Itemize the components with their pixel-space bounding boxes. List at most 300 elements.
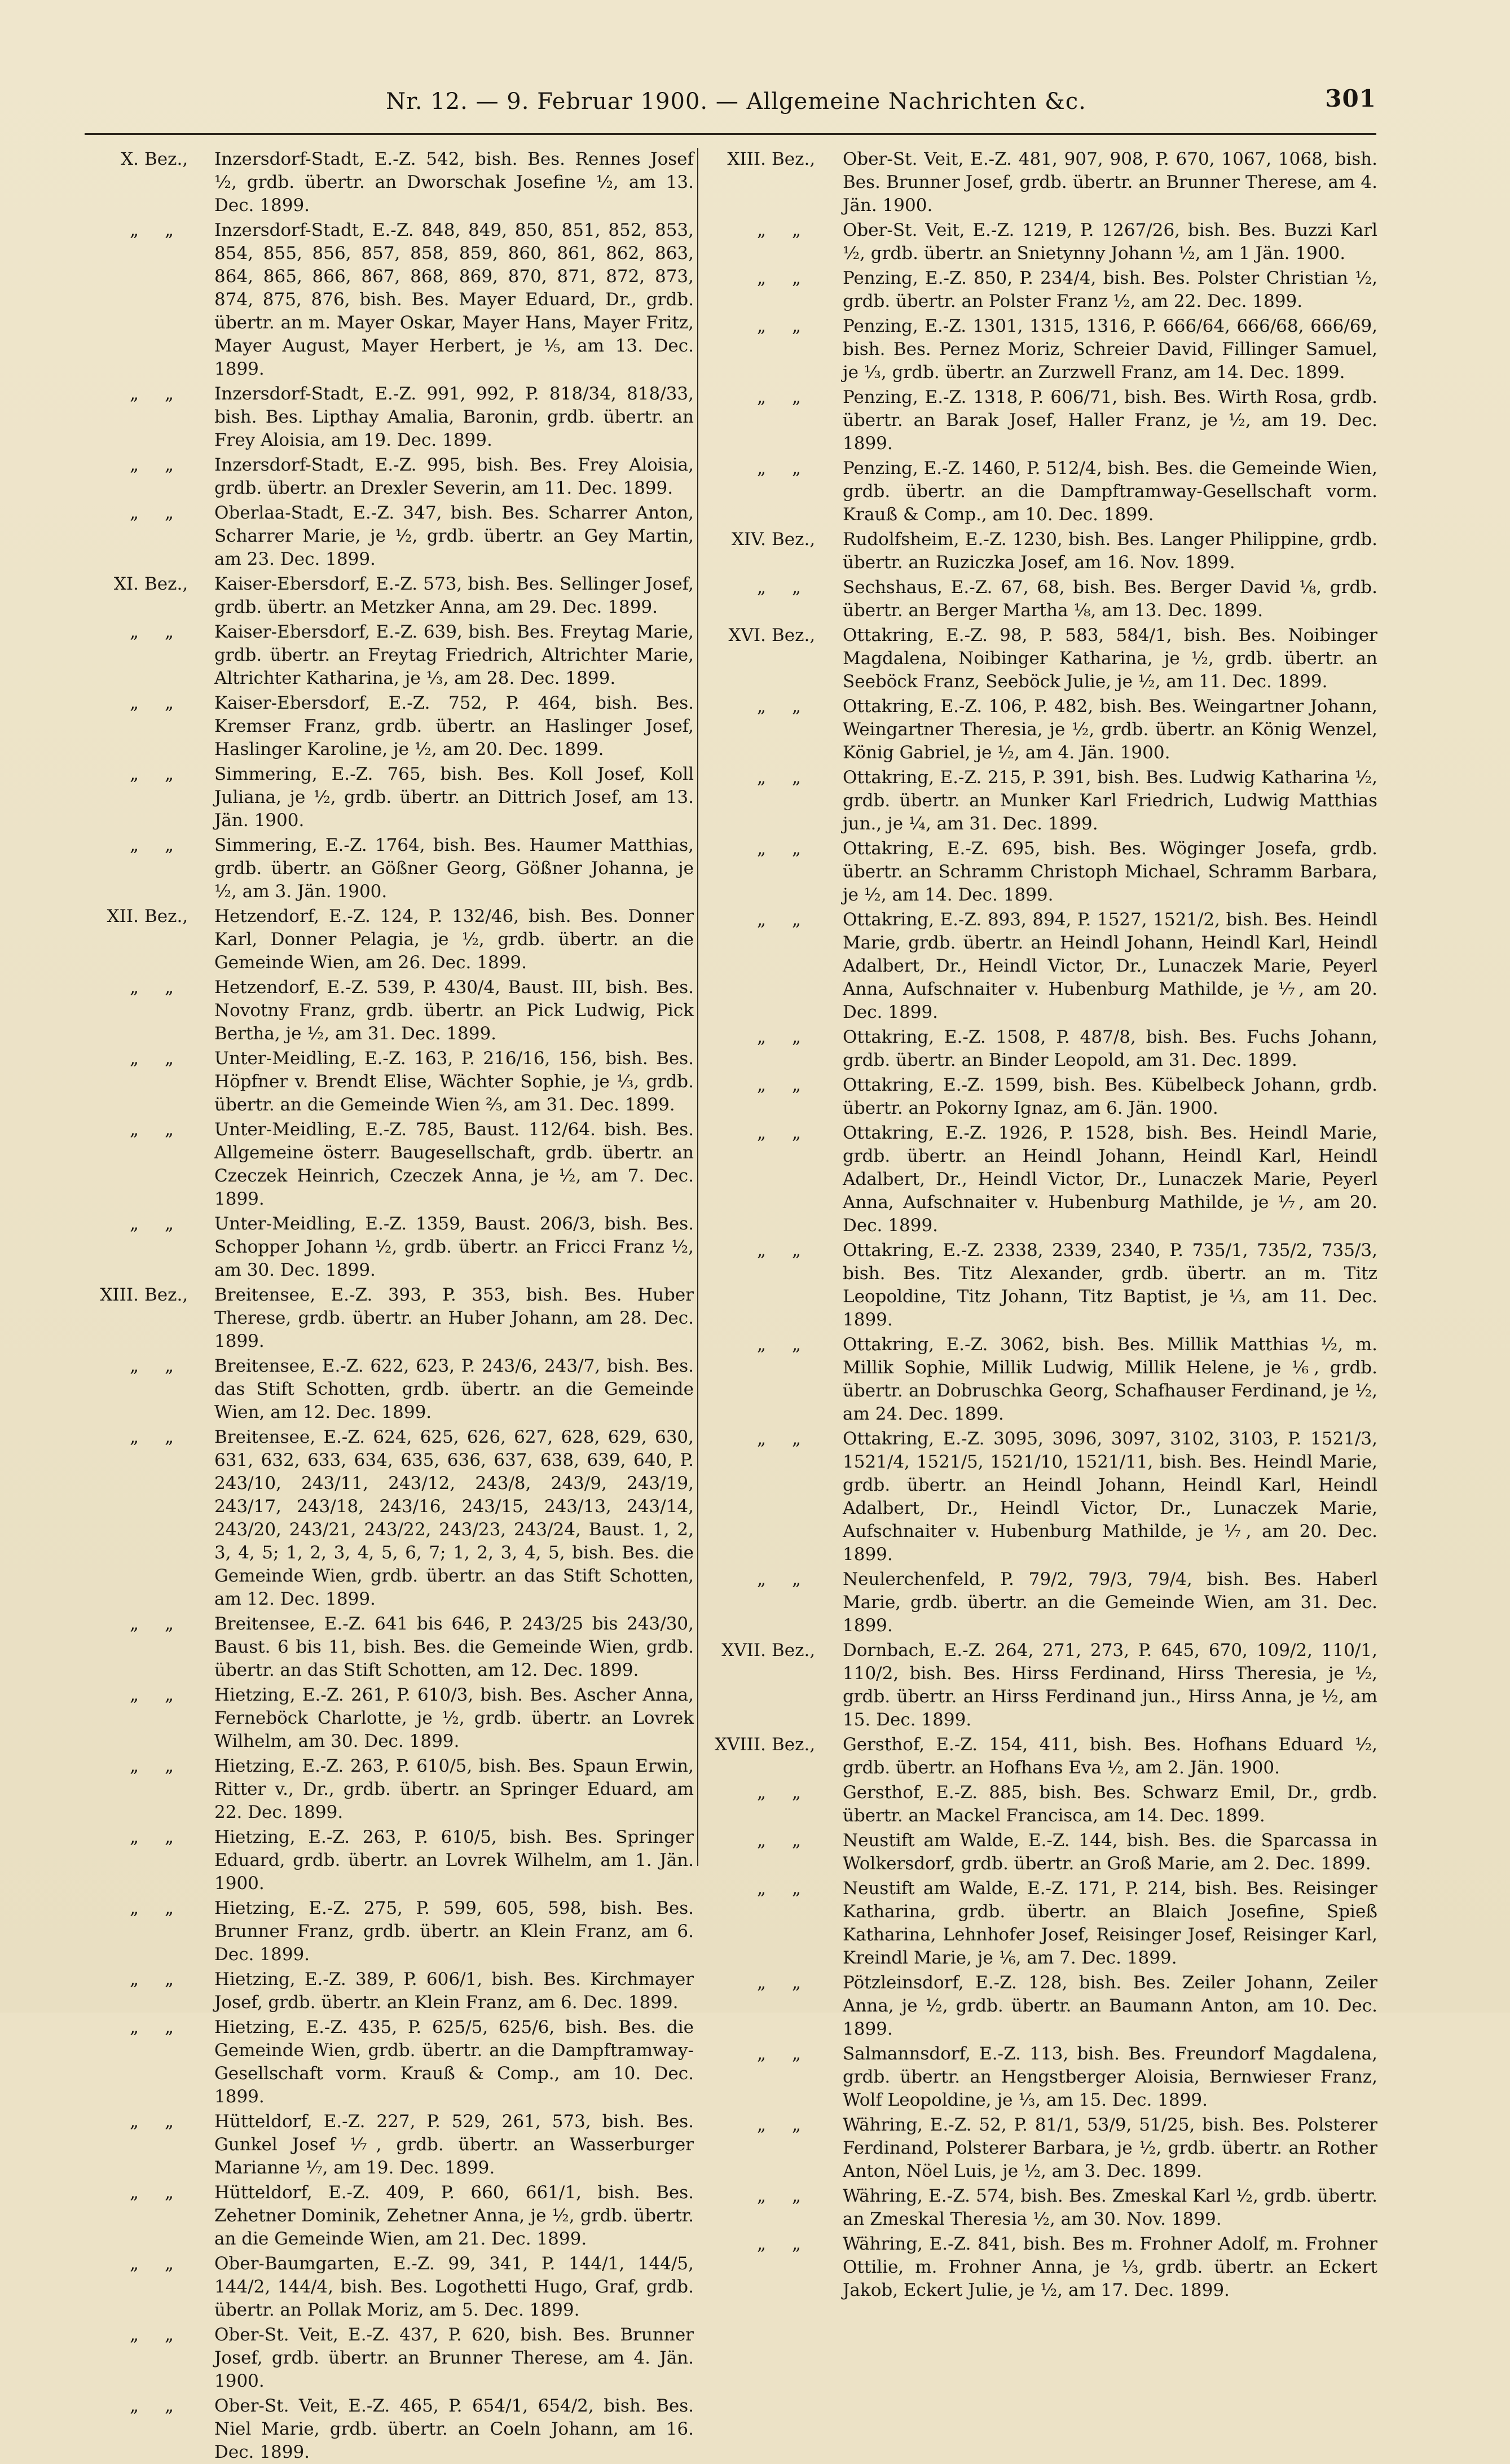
entry-text: Ober-St. Veit, E.-Z. 1219, P. 1267/26, bish. Bes. Buzzi Karl ½, grdb. übertr. an Snietynny Johann ½, am 1 Jän. 1900. [843, 220, 1377, 263]
district-number: „ [756, 268, 766, 288]
entry-text: Ottakring, E.-Z. 3095, 3096, 3097, 3102, 3103, P. 1521/3, 1521/4, 1521/5, 1521/10, 1521/11, bish. Bes. Heindl Marie, grdb. übertr. an Heindl Johann, Heindl Karl, Heindl Adalbert, Dr., Heindl Victor, Dr., Lunaczek Marie, Aufschnaiter v. Hubenburg Mathilde, je ⅐, am 20. Dec. 1899. [843, 1429, 1377, 1565]
district-label [712, 624, 837, 647]
district-number: „ [129, 1427, 139, 1447]
district-label [85, 905, 210, 928]
register-entry [85, 976, 694, 1046]
district-label [85, 219, 210, 242]
district-label [85, 1613, 210, 1636]
entry-text: Penzing, E.-Z. 1318, P. 606/71, bish. Bes. Wirth Rosa, grdb. übertr. an Barak Josef, Haller Franz, je ½, am 19. Dec. 1899. [843, 387, 1377, 454]
bezirk-abbrev: „ [792, 268, 802, 288]
district-label [712, 1333, 837, 1356]
bezirk-abbrev: „ [792, 458, 802, 478]
district-label [712, 528, 837, 551]
district-label [85, 1684, 210, 1707]
district-label [712, 1781, 837, 1804]
register-entry [712, 2185, 1377, 2231]
entry-text: Breitensee, E.-Z. 622, 623, P. 243/6, 243/7, bish. Bes. das Stift Schotten, grdb. übertr. an die Gemeinde Wien, am 12. Dec. 1899. [214, 1356, 694, 1422]
bezirk-abbrev: „ [165, 384, 174, 404]
district-number: „ [129, 2254, 139, 2274]
register-entry [85, 2016, 694, 2109]
entry-text: Ottakring, E.-Z. 1926, P. 1528, bish. Bes. Heindl Marie, grdb. übertr. an Heindl Johann, Heindl Karl, Heindl Adalbert, Dr., Heindl Victor, Dr., Lunaczek Marie, Peyerl Anna, Aufschnaiter v. Hubenburg Mathilde, je ⅐, am 20. Dec. 1899. [843, 1123, 1377, 1236]
entry-text: Ottakring, E.-Z. 1508, P. 487/8, bish. Bes. Fuchs Johann, grdb. übertr. an Binder Leopold, am 31. Dec. 1899. [843, 1027, 1377, 1070]
register-entry [712, 1122, 1377, 1237]
bezirk-abbrev: „ [165, 455, 174, 475]
district-label [712, 457, 837, 480]
register-entry [712, 1428, 1377, 1566]
bezirk-abbrev: „ [165, 764, 174, 784]
entry-text: Unter-Meidling, E.-Z. 163, P. 216/16, 156, bish. Bes. Höpfner v. Brendt Elise, Wächter Sophie, je ⅓, grdb. übertr. an die Gemeinde Wien ⅔, am 31. Dec. 1899. [214, 1048, 694, 1115]
bezirk-abbrev: „ [165, 1427, 174, 1447]
district-label [712, 219, 837, 242]
district-number: XVIII. [714, 1734, 766, 1755]
register-entry [85, 905, 694, 974]
entry-text: Währing, E.-Z. 841, bish. Bes m. Frohner Adolf, m. Frohner Ottilie, m. Frohner Anna, je ⅓, grdb. übertr. an Eckert Jakob, Eckert Julie, je ½, am 17. Dec. 1899. [843, 2234, 1377, 2300]
district-number: XVII. [721, 1640, 766, 1661]
bezirk-abbrev: „ [165, 1827, 174, 1847]
entry-text: Simmering, E.-Z. 765, bish. Bes. Koll Josef, Koll Juliana, je ½, grdb. übertr. an Dittrich Josef, am 13. Jän. 1900. [214, 764, 694, 831]
register-entry [712, 2114, 1377, 2183]
district-label [712, 766, 837, 789]
district-label [712, 2114, 837, 2137]
entry-text: Hetzendorf, E.-Z. 124, P. 132/46, bish. Bes. Donner Karl, Donner Pelagia, je ½, grdb. übertr. an die Gemeinde Wien, am 26. Dec. 1899. [214, 906, 694, 973]
district-label [712, 837, 837, 860]
district-number: „ [756, 910, 766, 930]
district-number: „ [129, 2017, 139, 2037]
register-entry [85, 219, 694, 381]
entry-text: Ottakring, E.-Z. 2338, 2339, 2340, P. 735/1, 735/2, 735/3, bish. Bes. Titz Alexander, grdb. übertr. an m. Titz Leopoldine, Titz Johann, Titz Baptist, je ⅓, am 11. Dec. 1899. [843, 1240, 1377, 1330]
register-entry [85, 2252, 694, 2322]
district-label [712, 576, 837, 599]
entry-text: Inzersdorf-Stadt, E.-Z. 991, 992, P. 818/34, 818/33, bish. Bes. Lipthay Amalia, Baronin, grdb. übertr. an Frey Aloisia, am 19. Dec. 1899. [214, 384, 694, 450]
register-entry [85, 2395, 694, 2464]
page-number: 301 [1325, 85, 1376, 112]
district-label [85, 1826, 210, 1849]
district-label [85, 834, 210, 857]
bezirk-abbrev: „ [165, 2396, 174, 2416]
register-entry [85, 1355, 694, 1424]
entry-text: Hietzing, E.-Z. 389, P. 606/1, bish. Bes. Kirchmayer Josef, grdb. übertr. an Klein Franz, am 6. Dec. 1899. [214, 1969, 694, 2013]
district-label [712, 695, 837, 718]
district-number: „ [756, 2234, 766, 2254]
entry-text: Pötzleinsdorf, E.-Z. 128, bish. Bes. Zeiler Johann, Zeiler Anna, je ½, grdb. übertr. an Baumann Anton, am 10. Dec. 1899. [843, 1973, 1377, 2039]
district-number: „ [756, 458, 766, 478]
bezirk-abbrev: „ [792, 2234, 802, 2254]
bezirk-abbrev: „ [792, 1973, 802, 1993]
district-label [712, 386, 837, 409]
district-label [85, 383, 210, 406]
district-label [85, 2324, 210, 2347]
district-label [85, 1897, 210, 1920]
bezirk-abbrev: „ [792, 220, 802, 240]
register-entry [85, 148, 694, 217]
register-entry [712, 1074, 1377, 1120]
bezirk-abbrev: „ [165, 835, 174, 855]
district-number: „ [756, 2044, 766, 2064]
bezirk-abbrev: „ [792, 767, 802, 788]
bezirk-abbrev: „ [165, 1898, 174, 1918]
district-number: „ [756, 1334, 766, 1355]
district-label [712, 2185, 837, 2208]
entry-text: Hütteldorf, E.-Z. 227, P. 529, 261, 573, bish. Bes. Gunkel Josef ⅐, grdb. übertr. an Wasserburger Marianne ⅐, am 19. Dec. 1899. [214, 2111, 694, 2178]
register-entry [712, 386, 1377, 455]
bezirk-abbrev: Bez., [144, 906, 188, 926]
bezirk-abbrev: „ [792, 1830, 802, 1851]
register-entry [85, 1284, 694, 1353]
district-number: „ [129, 455, 139, 475]
register-entry [712, 2233, 1377, 2302]
district-number: XI. [113, 574, 139, 594]
district-label [85, 573, 210, 596]
entry-text: Rudolfsheim, E.-Z. 1230, bish. Bes. Langer Philippine, grdb. übertr. an Ruziczka Josef, am 16. Nov. 1899. [843, 529, 1377, 573]
register-entry [85, 573, 694, 619]
entry-text: Hietzing, E.-Z. 275, P. 599, 605, 598, bish. Bes. Brunner Franz, grdb. übertr. an Klein Franz, am 6. Dec. 1899. [214, 1898, 694, 1965]
register-entry [85, 763, 694, 832]
bezirk-abbrev: „ [165, 1969, 174, 1989]
district-label [712, 1026, 837, 1049]
district-label [85, 1755, 210, 1778]
district-label [85, 148, 210, 171]
bezirk-abbrev: „ [792, 1240, 802, 1260]
entry-text: Inzersdorf-Stadt, E.-Z. 995, bish. Bes. Frey Aloisia, grdb. übertr. an Drexler Severin, am 11. Dec. 1899. [214, 455, 694, 498]
district-label [712, 148, 837, 171]
column-divider [697, 148, 698, 1866]
district-number: „ [756, 838, 766, 859]
district-label [712, 1639, 837, 1662]
entry-text: Ottakring, E.-Z. 893, 894, P. 1527, 1521/2, bish. Bes. Heindl Marie, grdb. übertr. an Heindl Johann, Heindl Karl, Heindl Adalbert, Dr., Heindl Victor, Dr., Lunaczek Marie, Peyerl Anna, Aufschnaiter v. Hubenburg Mathilde, je ⅐, am 20. Dec. 1899. [843, 910, 1377, 1022]
bezirk-abbrev: „ [165, 2254, 174, 2274]
district-label [712, 1877, 837, 1900]
district-label [85, 621, 210, 644]
register-entry [85, 383, 694, 452]
district-number: „ [756, 220, 766, 240]
bezirk-abbrev: „ [165, 1214, 174, 1234]
header-title: Nr. 12. — 9. Februar 1900. — Allgemeine Nachrichten &c. [386, 89, 1086, 115]
entry-text: Sechshaus, E.-Z. 67, 68, bish. Bes. Berger David ⅛, grdb. übertr. an Berger Martha ⅛, am 13. Dec. 1899. [843, 577, 1377, 621]
entry-text: Ober-Baumgarten, E.-Z. 99, 341, P. 144/1, 144/5, 144/2, 144/4, bish. Bes. Logothetti Hugo, Graf, grdb. übertr. an Pollak Moriz, am 5. Dec. 1899. [214, 2254, 694, 2320]
bezirk-abbrev: „ [792, 2115, 802, 2135]
bezirk-abbrev: „ [792, 838, 802, 859]
entry-text: Hietzing, E.-Z. 263, P. 610/5, bish. Bes. Springer Eduard, grdb. übertr. an Lovrek Wilhelm, am 1. Jän. 1900. [214, 1827, 694, 1894]
register-entry [712, 528, 1377, 574]
entry-text: Simmering, E.-Z. 1764, bish. Bes. Haumer Matthias, grdb. übertr. an Gößner Georg, Gößner Johanna, je ½, am 3. Jän. 1900. [214, 835, 694, 902]
district-number: „ [756, 1782, 766, 1803]
district-number: „ [756, 1429, 766, 1449]
register-entry [712, 624, 1377, 693]
district-number: „ [129, 622, 139, 642]
register-entry [85, 1755, 694, 1824]
entry-text: Unter-Meidling, E.-Z. 785, Baust. 112/64. bish. Bes. Allgemeine österr. Baugesellschaft, grdb. übertr. an Czeczek Heinrich, Czeczek Anna, je ½, am 7. Dec. 1899. [214, 1119, 694, 1209]
bezirk-abbrev: „ [792, 910, 802, 930]
district-number: „ [129, 1214, 139, 1234]
district-label [85, 2395, 210, 2418]
register-entry [712, 267, 1377, 313]
district-number: „ [129, 2325, 139, 2345]
register-entry [85, 621, 694, 690]
district-number: „ [756, 1878, 766, 1899]
district-number: XIII. [100, 1285, 139, 1305]
register-entry [712, 1568, 1377, 1637]
district-label [85, 1968, 210, 1991]
bezirk-abbrev: „ [165, 1119, 174, 1140]
entry-text: Unter-Meidling, E.-Z. 1359, Baust. 206/3, bish. Bes. Schopper Johann ½, grdb. übertr. an Fricci Franz ½, am 30. Dec. 1899. [214, 1214, 694, 1280]
register-entry [85, 1897, 694, 1966]
register-entry [85, 2181, 694, 2251]
bezirk-abbrev: Bez., [772, 149, 816, 169]
bezirk-abbrev: „ [165, 2111, 174, 2132]
bezirk-abbrev: Bez., [772, 625, 816, 645]
district-number: „ [129, 977, 139, 998]
bezirk-abbrev: „ [792, 1075, 802, 1095]
district-number: „ [756, 1973, 766, 1993]
page-header [96, 85, 1376, 118]
entry-text: Penzing, E.-Z. 1301, 1315, 1316, P. 666/64, 666/68, 666/69, bish. Bes. Pernez Moriz, Schreier David, Fillinger Samuel, je ⅓, grdb. übertr. an Zurzwell Franz, am 14. Dec. 1899. [843, 316, 1377, 383]
district-label [85, 692, 210, 715]
header-rule [85, 133, 1376, 135]
register-entry [85, 1213, 694, 1282]
register-entry [85, 502, 694, 571]
district-label [85, 502, 210, 525]
district-number: „ [129, 1685, 139, 1705]
register-entry [712, 1829, 1377, 1876]
district-number: XIII. [727, 149, 766, 169]
register-entry [85, 1968, 694, 2014]
entry-text: Ottakring, E.-Z. 3062, bish. Bes. Millik Matthias ½, m. Millik Sophie, Millik Ludwig, Millik Helene, je ⅙, grdb. übertr. an Dobruschka Georg, Schafhauser Ferdinand, je ½, am 24. Dec. 1899. [843, 1334, 1377, 1424]
bezirk-abbrev: „ [165, 622, 174, 642]
district-number: „ [756, 2186, 766, 2206]
entry-text: Hietzing, E.-Z. 263, P. 610/5, bish. Bes. Spaun Erwin, Ritter v., Dr., grdb. übertr. an Springer Eduard, am 22. Dec. 1899. [214, 1756, 694, 1822]
district-label [712, 1568, 837, 1591]
register-entry [712, 1971, 1377, 2041]
entry-text: Neustift am Walde, E.-Z. 171, P. 214, bish. Bes. Reisinger Katharina, grdb. übertr. an Blaich Josefine, Spieß Katharina, Lehnhofer Josef, Reisinger Josef, Reisinger Karl, Kreindl Marie, je ⅙, am 7. Dec. 1899. [843, 1878, 1377, 1968]
entry-text: Hietzing, E.-Z. 435, P. 625/5, 625/6, bish. Bes. die Gemeinde Wien, grdb. übertr. an die Dampftramway-Gesellschaft vorm. Krauß & Comp., am 10. Dec. 1899. [214, 2017, 694, 2107]
bezirk-abbrev: „ [792, 696, 802, 717]
district-label [712, 267, 837, 290]
district-number: „ [129, 1969, 139, 1989]
entry-text: Ober-St. Veit, E.-Z. 481, 907, 908, P. 670, 1067, 1068, bish. Bes. Brunner Josef, grdb. übertr. an Brunner Therese, am 4. Jän. 1900. [843, 149, 1377, 216]
district-number: XIV. [731, 529, 766, 550]
register-entry [85, 454, 694, 500]
district-number: „ [756, 1569, 766, 1589]
entry-text: Ober-St. Veit, E.-Z. 465, P. 654/1, 654/2, bish. Bes. Niel Marie, grdb. übertr. an Coeln Johann, am 16. Dec. 1899. [214, 2396, 694, 2462]
entry-text: Kaiser-Ebersdorf, E.-Z. 639, bish. Bes. Freytag Marie, grdb. übertr. an Freytag Friedrich, Altrichter Marie, Altrichter Katharina, je ⅓, am 28. Dec. 1899. [214, 622, 694, 688]
district-label [85, 2016, 210, 2039]
district-label [712, 315, 837, 338]
district-number: „ [129, 764, 139, 784]
bezirk-abbrev: „ [165, 1685, 174, 1705]
district-label [85, 763, 210, 786]
district-number: „ [129, 1827, 139, 1847]
district-number: „ [756, 2115, 766, 2135]
entry-text: Ottakring, E.-Z. 215, P. 391, bish. Bes. Ludwig Katharina ½, grdb. übertr. an Munker Karl Friedrich, Ludwig Matthias jun., je ¼, am 31. Dec. 1899. [843, 767, 1377, 834]
bezirk-abbrev: „ [165, 1756, 174, 1776]
district-number: „ [129, 1356, 139, 1376]
bezirk-abbrev: „ [165, 503, 174, 523]
register-entry [85, 2324, 694, 2393]
register-entry [712, 908, 1377, 1024]
bezirk-abbrev: „ [792, 387, 802, 407]
register-entry [85, 1118, 694, 1211]
entry-text: Gersthof, E.-Z. 154, 411, bish. Bes. Hofhans Eduard ½, grdb. übertr. an Hofhans Eva ½, am 2. Jän. 1900. [843, 1734, 1377, 1778]
register-entry [712, 219, 1377, 265]
bezirk-abbrev: „ [165, 1356, 174, 1376]
district-label [712, 1428, 837, 1451]
district-number: „ [756, 316, 766, 336]
district-label [712, 1239, 837, 1262]
entry-text: Salmannsdorf, E.-Z. 113, bish. Bes. Freundorf Magdalena, grdb. übertr. an Hengstberger Aloisia, Bernwieser Franz, Wolf Leopoldine, je ⅓, am 15. Dec. 1899. [843, 2044, 1377, 2110]
bezirk-abbrev: „ [792, 1027, 802, 1047]
district-number: „ [756, 387, 766, 407]
district-number: „ [756, 696, 766, 717]
bezirk-abbrev: „ [792, 1123, 802, 1143]
district-label [712, 1074, 837, 1097]
register-entry [712, 576, 1377, 622]
district-label [712, 1829, 837, 1852]
entry-text: Neulerchenfeld, P. 79/2, 79/3, 79/4, bish. Bes. Haberl Marie, grdb. übertr. an die Gemeinde Wien, am 31. Dec. 1899. [843, 1569, 1377, 1636]
district-label [712, 1971, 837, 1995]
entry-text: Ottakring, E.-Z. 106, P. 482, bish. Bes. Weingartner Johann, Weingartner Theresia, je ½, grdb. übertr. an König Wenzel, König Gabriel, je ½, am 4. Jän. 1900. [843, 696, 1377, 763]
district-number: „ [129, 384, 139, 404]
district-label [712, 908, 837, 932]
register-entry [85, 834, 694, 903]
bezirk-abbrev: Bez., [772, 1640, 816, 1661]
district-number: „ [129, 220, 139, 240]
entry-text: Hütteldorf, E.-Z. 409, P. 660, 661/1, bish. Bes. Zehetner Dominik, Zehetner Anna, je ½, grdb. übertr. an die Gemeinde Wien, am 21. Dec. 1899. [214, 2182, 694, 2249]
register-entry [85, 1047, 694, 1117]
district-number: XVI. [728, 625, 766, 645]
bezirk-abbrev: „ [165, 2182, 174, 2203]
entry-text: Ober-St. Veit, E.-Z. 437, P. 620, bish. Bes. Brunner Josef, grdb. übertr. an Brunner Therese, am 4. Jän. 1900. [214, 2325, 694, 2391]
bezirk-abbrev: „ [792, 1569, 802, 1589]
district-number: „ [129, 1614, 139, 1634]
entry-text: Kaiser-Ebersdorf, E.-Z. 752, P. 464, bish. Bes. Kremser Franz, grdb. übertr. an Haslinger Josef, Haslinger Karoline, je ½, am 20. Dec. 1899. [214, 693, 694, 759]
bezirk-abbrev: „ [165, 977, 174, 998]
district-number: „ [129, 1898, 139, 1918]
bezirk-abbrev: „ [792, 1429, 802, 1449]
district-label [85, 1284, 210, 1307]
district-label [85, 1426, 210, 1449]
district-number: „ [129, 2182, 139, 2203]
district-number: „ [756, 767, 766, 788]
district-label [85, 2252, 210, 2276]
district-number: „ [129, 1756, 139, 1776]
district-number: „ [129, 2111, 139, 2132]
register-entry [85, 692, 694, 761]
bezirk-abbrev: „ [792, 316, 802, 336]
bezirk-abbrev: „ [165, 2325, 174, 2345]
district-label [712, 2043, 837, 2066]
bezirk-abbrev: „ [165, 220, 174, 240]
entry-text: Ottakring, E.-Z. 695, bish. Bes. Wöginger Josefa, grdb. übertr. an Schramm Christoph Michael, Schramm Barbara, je ½, am 14. Dec. 1899. [843, 838, 1377, 905]
district-number: „ [756, 1123, 766, 1143]
district-number: XII. [107, 906, 139, 926]
entry-text: Währing, E.-Z. 52, P. 81/1, 53/9, 51/25, bish. Bes. Polsterer Ferdinand, Polsterer Barbara, je ½, grdb. übertr. an Rother Anton, Nöel Luis, je ½, am 3. Dec. 1899. [843, 2115, 1377, 2181]
entry-text: Inzersdorf-Stadt, E.-Z. 542, bish. Bes. Rennes Josef ½, grdb. übertr. an Dworschak Josefine ½, am 13. Dec. 1899. [214, 149, 694, 216]
entry-text: Hetzendorf, E.-Z. 539, P. 430/4, Baust. III, bish. Bes. Novotny Franz, grdb. übertr. an Pick Ludwig, Pick Bertha, je ½, am 31. Dec. 1899. [214, 977, 694, 1044]
register-entry [712, 1333, 1377, 1426]
bezirk-abbrev: Bez., [144, 1285, 188, 1305]
register-entry [712, 1877, 1377, 1970]
register-entry [712, 766, 1377, 836]
register-entry [712, 1026, 1377, 1072]
register-entry [712, 2043, 1377, 2112]
bezirk-abbrev: „ [792, 1334, 802, 1355]
register-entry [712, 1639, 1377, 1732]
district-label [85, 2181, 210, 2204]
register-entry [85, 1684, 694, 1753]
bezirk-abbrev: „ [792, 1878, 802, 1899]
register-entry [85, 2110, 694, 2180]
entry-text: Penzing, E.-Z. 1460, P. 512/4, bish. Bes. die Gemeinde Wien, grdb. übertr. an die Dampftramway-Gesellschaft vorm. Krauß & Comp., am 10. Dec. 1899. [843, 458, 1377, 525]
district-number: „ [129, 693, 139, 713]
left-column [85, 148, 694, 2462]
bezirk-abbrev: „ [792, 2186, 802, 2206]
bezirk-abbrev: Bez., [144, 574, 188, 594]
district-label [85, 454, 210, 477]
register-entry [712, 1239, 1377, 1332]
district-number: „ [756, 1075, 766, 1095]
register-entry [712, 837, 1377, 907]
register-entry [712, 315, 1377, 384]
district-label [712, 1733, 837, 1756]
register-entry [712, 457, 1377, 526]
entry-text: Breitensee, E.-Z. 393, P. 353, bish. Bes. Huber Therese, grdb. übertr. an Huber Johann, am 28. Dec. 1899. [214, 1285, 694, 1351]
entry-text: Inzersdorf-Stadt, E.-Z. 848, 849, 850, 851, 852, 853, 854, 855, 856, 857, 858, 859, 860, 861, 862, 863, 864, 865, 866, 867, 868, 869, 870, 871, 872, 873, 874, 875, 876, bish. Bes. Mayer Eduard, Dr., grdb. übertr. an m. Mayer Oskar, Mayer Hans, Mayer Fritz, Mayer August, Mayer Herbert, je ⅕, am 13. Dec. 1899. [214, 220, 694, 379]
entry-text: Gersthof, E.-Z. 885, bish. Bes. Schwarz Emil, Dr., grdb. übertr. an Mackel Francisca, am 14. Dec. 1899. [843, 1782, 1377, 1826]
entry-text: Breitensee, E.-Z. 624, 625, 626, 627, 628, 629, 630, 631, 632, 633, 634, 635, 636, 637, 638, 639, 640, P. 243/10, 243/11, 243/12, 243/8, 243/9, 243/19, 243/17, 243/18, 243/16, 243/15, 243/13, 243/14, 243/20, 243/21, 243/22, 243/23, 243/24, Baust. 1, 2, 3, 4, 5; 1, 2, 3, 4, 5, 6, 7; 1, 2, 3, 4, 5, bish. Bes. die Gemeinde Wien, grdb. übertr. an das Stift Schotten, am 12. Dec. 1899. [214, 1427, 694, 1609]
entry-text: Oberlaa-Stadt, E.-Z. 347, bish. Bes. Scharrer Anton, Scharrer Marie, je ½, grdb. übertr. an Gey Martin, am 23. Dec. 1899. [214, 503, 694, 569]
district-number: „ [129, 1048, 139, 1069]
register-entry [712, 695, 1377, 765]
entry-text: Kaiser-Ebersdorf, E.-Z. 573, bish. Bes. Sellinger Josef, grdb. übertr. an Metzker Anna, am 29. Dec. 1899. [214, 574, 694, 617]
bezirk-abbrev: „ [792, 1782, 802, 1803]
district-label [85, 1213, 210, 1236]
bezirk-abbrev: „ [165, 1048, 174, 1069]
right-column [712, 148, 1377, 2300]
district-label [85, 1047, 210, 1070]
entry-text: Neustift am Walde, E.-Z. 144, bish. Bes. die Sparcassa in Wolkersdorf, grdb. übertr. an Groß Marie, am 2. Dec. 1899. [843, 1830, 1377, 1874]
bezirk-abbrev: „ [792, 577, 802, 598]
bezirk-abbrev: Bez., [772, 529, 816, 550]
district-number: „ [129, 2396, 139, 2416]
register-entry [85, 1826, 694, 1895]
entry-text: Hietzing, E.-Z. 261, P. 610/3, bish. Bes. Ascher Anna, Ferneböck Charlotte, je ½, grdb. übertr. an Lovrek Wilhelm, am 30. Dec. 1899. [214, 1685, 694, 1751]
entry-text: Ottakring, E.-Z. 98, P. 583, 584/1, bish. Bes. Noibinger Magdalena, Noibinger Katharina, je ½, grdb. übertr. an Seeböck Franz, Seeböck Julie, je ½, am 11. Dec. 1899. [843, 625, 1377, 692]
bezirk-abbrev: „ [165, 2017, 174, 2037]
district-number: X. [121, 149, 139, 169]
district-number: „ [756, 1240, 766, 1260]
bezirk-abbrev: „ [165, 693, 174, 713]
district-label [712, 1122, 837, 1145]
entry-text: Penzing, E.-Z. 850, P. 234/4, bish. Bes. Polster Christian ½, grdb. übertr. an Polster Franz ½, am 22. Dec. 1899. [843, 268, 1377, 311]
district-label [85, 2110, 210, 2133]
district-label [85, 976, 210, 999]
register-entry [712, 1781, 1377, 1828]
entry-text: Dornbach, E.-Z. 264, 271, 273, P. 645, 670, 109/2, 110/1, 110/2, bish. Bes. Hirss Ferdinand, Hirss Theresia, je ½, grdb. übertr. an Hirss Ferdinand jun., Hirss Anna, je ½, am 15. Dec. 1899. [843, 1640, 1377, 1730]
district-label [712, 2233, 837, 2256]
district-number: „ [129, 835, 139, 855]
register-entry [85, 1613, 694, 1682]
district-number: „ [756, 1027, 766, 1047]
district-number: „ [129, 1119, 139, 1140]
district-number: „ [756, 1830, 766, 1851]
bezirk-abbrev: „ [165, 1614, 174, 1634]
district-number: „ [129, 503, 139, 523]
bezirk-abbrev: Bez., [772, 1734, 816, 1755]
district-label [85, 1118, 210, 1141]
register-entry [712, 1733, 1377, 1780]
district-label [85, 1355, 210, 1378]
entry-text: Breitensee, E.-Z. 641 bis 646, P. 243/25 bis 243/30, Baust. 6 bis 11, bish. Bes. die Gemeinde Wien, grdb. übertr. an das Stift Schotten, am 12. Dec. 1899. [214, 1614, 694, 1680]
